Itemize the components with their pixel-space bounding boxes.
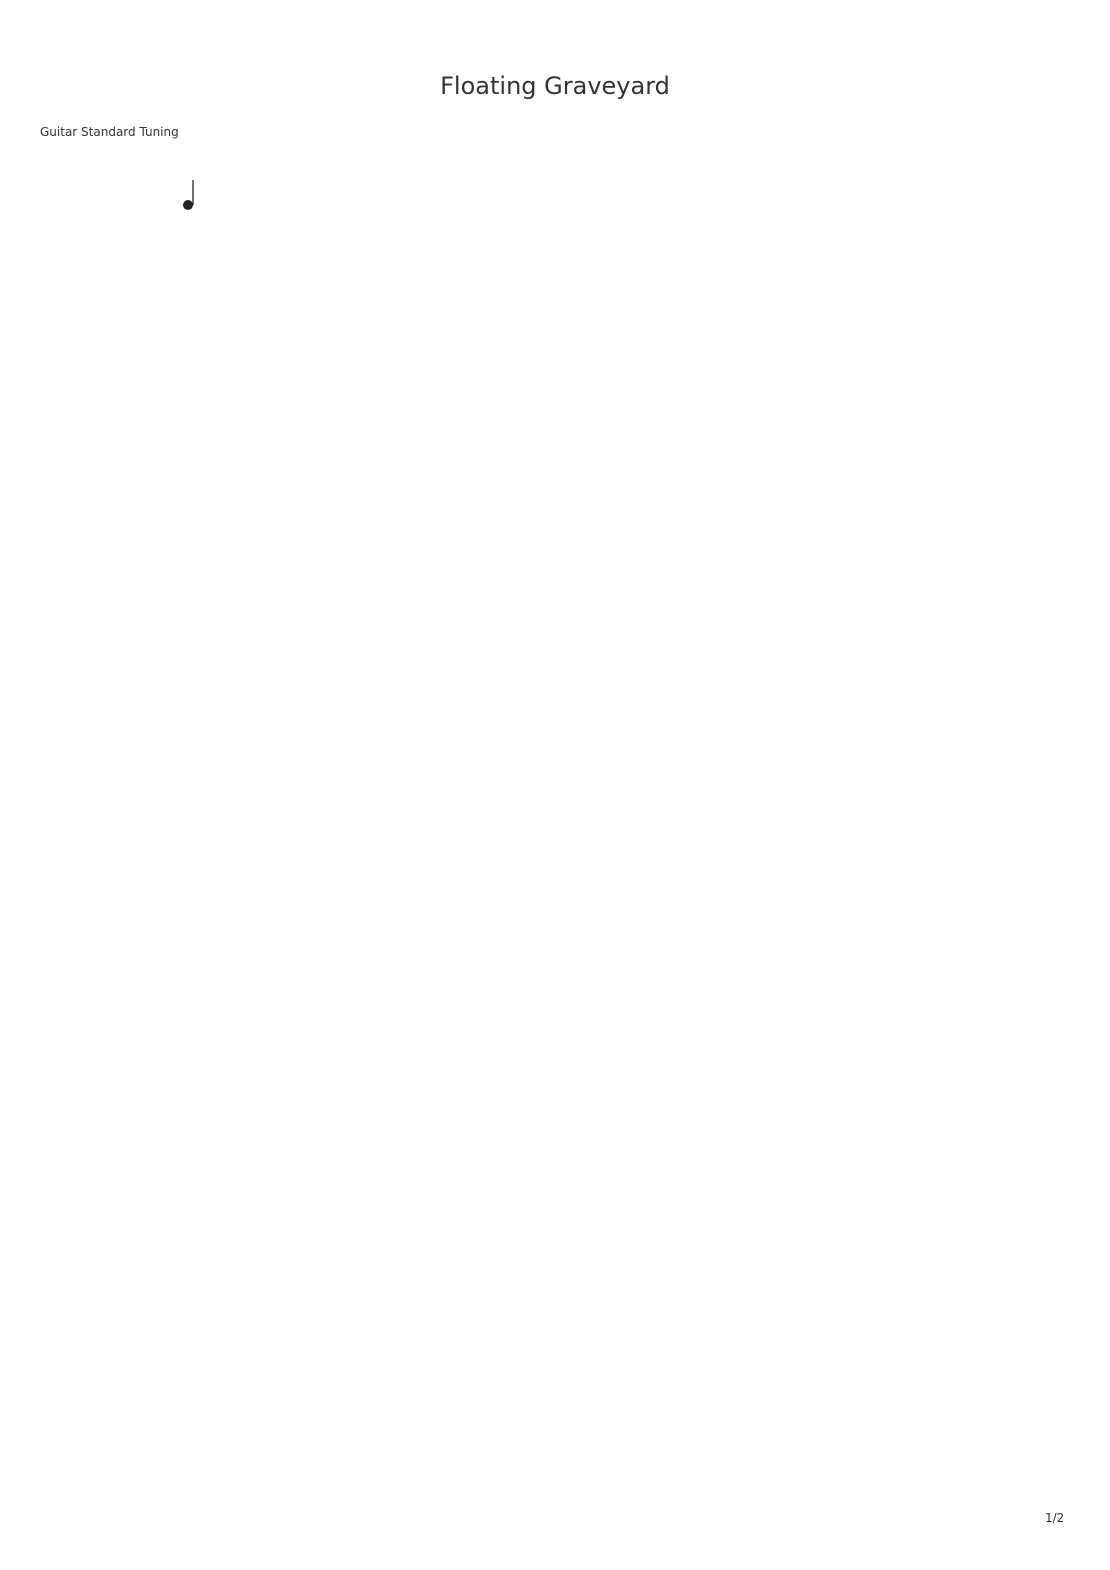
- song-title: Floating Graveyard: [440, 72, 670, 100]
- tuning-label: Guitar Standard Tuning: [40, 125, 179, 139]
- tempo-note-icon: [183, 200, 193, 210]
- page-number: 1/2: [1045, 1511, 1065, 1525]
